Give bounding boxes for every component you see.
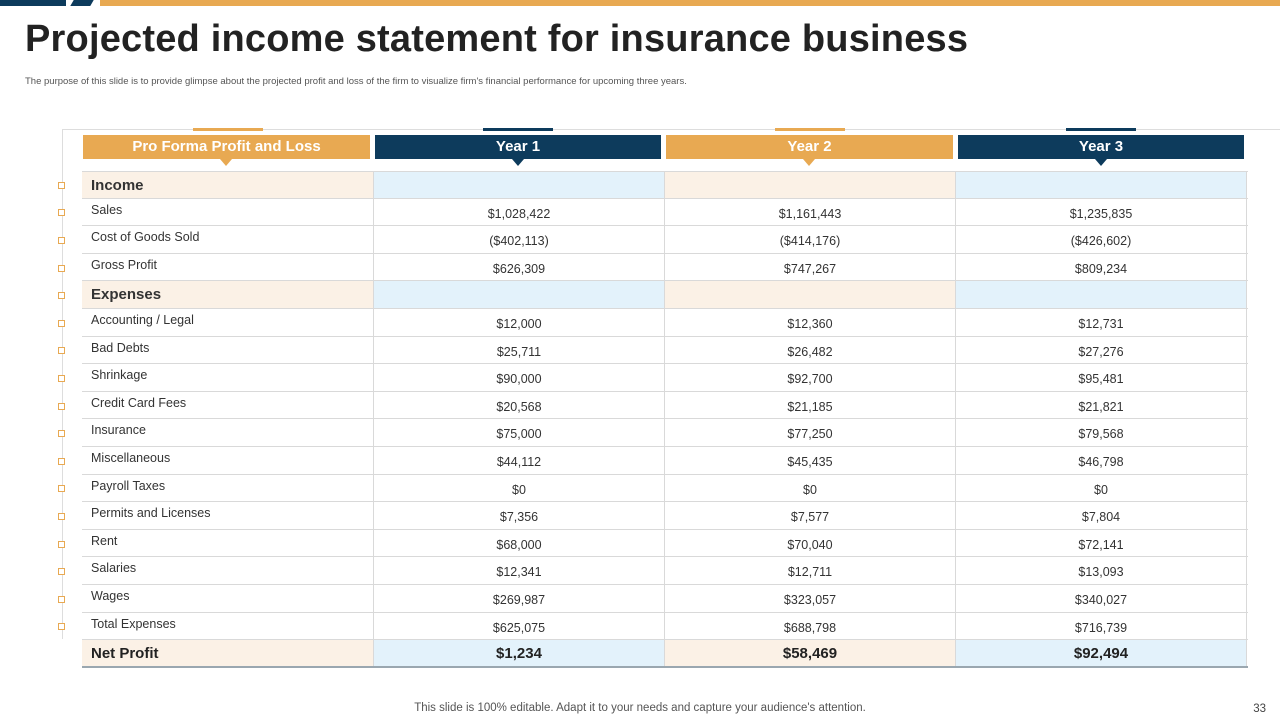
table-row bbox=[82, 447, 1248, 475]
year-2-value: $26,482 bbox=[664, 337, 955, 364]
table-frame-left bbox=[62, 129, 63, 639]
square-bullet-icon bbox=[58, 209, 65, 216]
table-row bbox=[82, 309, 1248, 337]
header-arrow-icon bbox=[803, 159, 815, 166]
table-row bbox=[82, 419, 1248, 447]
row-label: Payroll Taxes bbox=[91, 478, 166, 493]
year-3-value: $7,804 bbox=[955, 502, 1247, 529]
table-row bbox=[82, 530, 1248, 558]
year-3-value: $13,093 bbox=[955, 557, 1247, 584]
row-label: Cost of Goods Sold bbox=[91, 230, 200, 245]
year-2-value: $12,360 bbox=[664, 309, 955, 336]
year-1-value: $44,112 bbox=[373, 447, 664, 474]
table-row bbox=[82, 613, 1248, 641]
table-row bbox=[82, 585, 1248, 613]
year-3-value: $340,027 bbox=[955, 585, 1247, 612]
header-arrow-icon bbox=[1095, 159, 1107, 166]
year-1-value: $0 bbox=[373, 475, 664, 502]
table-row bbox=[82, 254, 1248, 282]
year-3-value: $1,235,835 bbox=[955, 199, 1247, 226]
year-3-value: $72,141 bbox=[955, 530, 1247, 557]
year-1-value: $625,075 bbox=[373, 613, 664, 640]
year-3-value bbox=[955, 172, 1247, 198]
square-bullet-icon bbox=[58, 541, 65, 548]
table-row bbox=[82, 475, 1248, 503]
row-label: Expenses bbox=[82, 281, 373, 308]
year-1-value: $75,000 bbox=[373, 419, 664, 446]
square-bullet-icon bbox=[58, 347, 65, 354]
year-3-value: $0 bbox=[955, 475, 1247, 502]
year-3-value: $12,731 bbox=[955, 309, 1247, 336]
row-label: Net Profit bbox=[82, 640, 373, 666]
header-year-1: Year 1 bbox=[375, 135, 661, 159]
row-label: Credit Card Fees bbox=[91, 395, 187, 410]
square-bullet-icon bbox=[58, 265, 65, 272]
row-label: Gross Profit bbox=[91, 257, 157, 272]
year-2-value: $58,469 bbox=[664, 640, 955, 666]
row-label: Bad Debts bbox=[91, 340, 150, 355]
table-row bbox=[82, 364, 1248, 392]
year-2-value: $70,040 bbox=[664, 530, 955, 557]
year-1-value: $7,356 bbox=[373, 502, 664, 529]
year-1-value: $1,234 bbox=[373, 640, 664, 666]
slide-footer: This slide is 100% editable. Adapt it to your needs and capture your audience's attention. bbox=[414, 702, 866, 714]
square-bullet-icon bbox=[58, 485, 65, 492]
table-row bbox=[82, 199, 1248, 227]
header-tab-accent bbox=[1066, 128, 1136, 131]
year-3-value: ($426,602) bbox=[955, 226, 1247, 253]
header-year-2: Year 2 bbox=[666, 135, 953, 159]
table-row bbox=[82, 226, 1248, 254]
year-1-value: $12,341 bbox=[373, 557, 664, 584]
header-tab-accent bbox=[483, 128, 553, 131]
square-bullet-icon bbox=[58, 568, 65, 575]
row-label: Insurance bbox=[91, 423, 146, 438]
year-3-value: $809,234 bbox=[955, 254, 1247, 281]
square-bullet-icon bbox=[58, 375, 65, 382]
table-row bbox=[82, 337, 1248, 365]
square-bullet-icon bbox=[58, 430, 65, 437]
header-year-3: Year 3 bbox=[958, 135, 1244, 159]
year-3-value: $92,494 bbox=[955, 640, 1247, 666]
table-row bbox=[82, 392, 1248, 420]
year-3-value: $79,568 bbox=[955, 419, 1247, 446]
square-bullet-icon bbox=[58, 320, 65, 327]
year-1-value bbox=[373, 281, 664, 308]
page-number: 33 bbox=[1253, 703, 1266, 715]
year-3-value: $716,739 bbox=[955, 613, 1247, 640]
year-1-value bbox=[373, 172, 664, 198]
income-statement-table bbox=[82, 171, 1248, 668]
table-row bbox=[82, 502, 1248, 530]
year-3-value bbox=[955, 281, 1247, 308]
year-2-value: $323,057 bbox=[664, 585, 955, 612]
year-2-value: $688,798 bbox=[664, 613, 955, 640]
row-label: Shrinkage bbox=[91, 368, 148, 383]
year-3-value: $21,821 bbox=[955, 392, 1247, 419]
row-label: Sales bbox=[91, 202, 123, 217]
year-3-value: $27,276 bbox=[955, 337, 1247, 364]
year-2-value: $0 bbox=[664, 475, 955, 502]
year-2-value: $1,161,443 bbox=[664, 199, 955, 226]
net-profit-row bbox=[82, 640, 1248, 668]
year-2-value: $92,700 bbox=[664, 364, 955, 391]
header-tab-accent bbox=[775, 128, 845, 131]
year-1-value: $25,711 bbox=[373, 337, 664, 364]
square-bullet-icon bbox=[58, 596, 65, 603]
year-1-value: $90,000 bbox=[373, 364, 664, 391]
year-1-value: $12,000 bbox=[373, 309, 664, 336]
square-bullet-icon bbox=[58, 458, 65, 465]
square-bullet-icon bbox=[58, 237, 65, 244]
row-label: Total Expenses bbox=[91, 616, 176, 631]
year-1-value: ($402,113) bbox=[373, 226, 664, 253]
row-label: Permits and Licenses bbox=[91, 506, 211, 521]
square-bullet-icon bbox=[58, 513, 65, 520]
header-pro-forma: Pro Forma Profit and Loss bbox=[83, 135, 370, 159]
year-2-value: ($414,176) bbox=[664, 226, 955, 253]
row-label: Income bbox=[82, 172, 373, 198]
slide-subtitle: The purpose of this slide is to provide glimpse about the projected profit and loss of the firm to visualize firm's financial performance for upcoming three years. bbox=[25, 76, 687, 87]
year-1-value: $68,000 bbox=[373, 530, 664, 557]
year-2-value: $12,711 bbox=[664, 557, 955, 584]
square-bullet-icon bbox=[58, 623, 65, 630]
slide-title: Projected income statement for insurance business bbox=[25, 18, 969, 60]
year-2-value: $7,577 bbox=[664, 502, 955, 529]
year-1-value: $1,028,422 bbox=[373, 199, 664, 226]
year-3-value: $95,481 bbox=[955, 364, 1247, 391]
row-label: Salaries bbox=[91, 561, 137, 576]
top-accent-navy-slash bbox=[70, 0, 93, 6]
top-accent-orange bbox=[100, 0, 1280, 6]
square-bullet-icon bbox=[58, 403, 65, 410]
square-bullet-icon bbox=[58, 292, 65, 299]
year-2-value bbox=[664, 281, 955, 308]
row-label: Wages bbox=[91, 588, 130, 603]
year-1-value: $626,309 bbox=[373, 254, 664, 281]
year-3-value: $46,798 bbox=[955, 447, 1247, 474]
row-label: Rent bbox=[91, 533, 118, 548]
top-accent-navy bbox=[0, 0, 66, 6]
section-row bbox=[82, 281, 1248, 309]
year-2-value bbox=[664, 172, 955, 198]
year-2-value: $747,267 bbox=[664, 254, 955, 281]
row-label: Accounting / Legal bbox=[91, 312, 194, 327]
year-2-value: $45,435 bbox=[664, 447, 955, 474]
table-row bbox=[82, 557, 1248, 585]
section-row bbox=[82, 171, 1248, 199]
square-bullet-icon bbox=[58, 182, 65, 189]
row-label: Miscellaneous bbox=[91, 450, 171, 465]
year-1-value: $20,568 bbox=[373, 392, 664, 419]
year-2-value: $21,185 bbox=[664, 392, 955, 419]
header-arrow-icon bbox=[220, 159, 232, 166]
header-arrow-icon bbox=[512, 159, 524, 166]
year-1-value: $269,987 bbox=[373, 585, 664, 612]
year-2-value: $77,250 bbox=[664, 419, 955, 446]
header-tab-accent bbox=[193, 128, 263, 131]
